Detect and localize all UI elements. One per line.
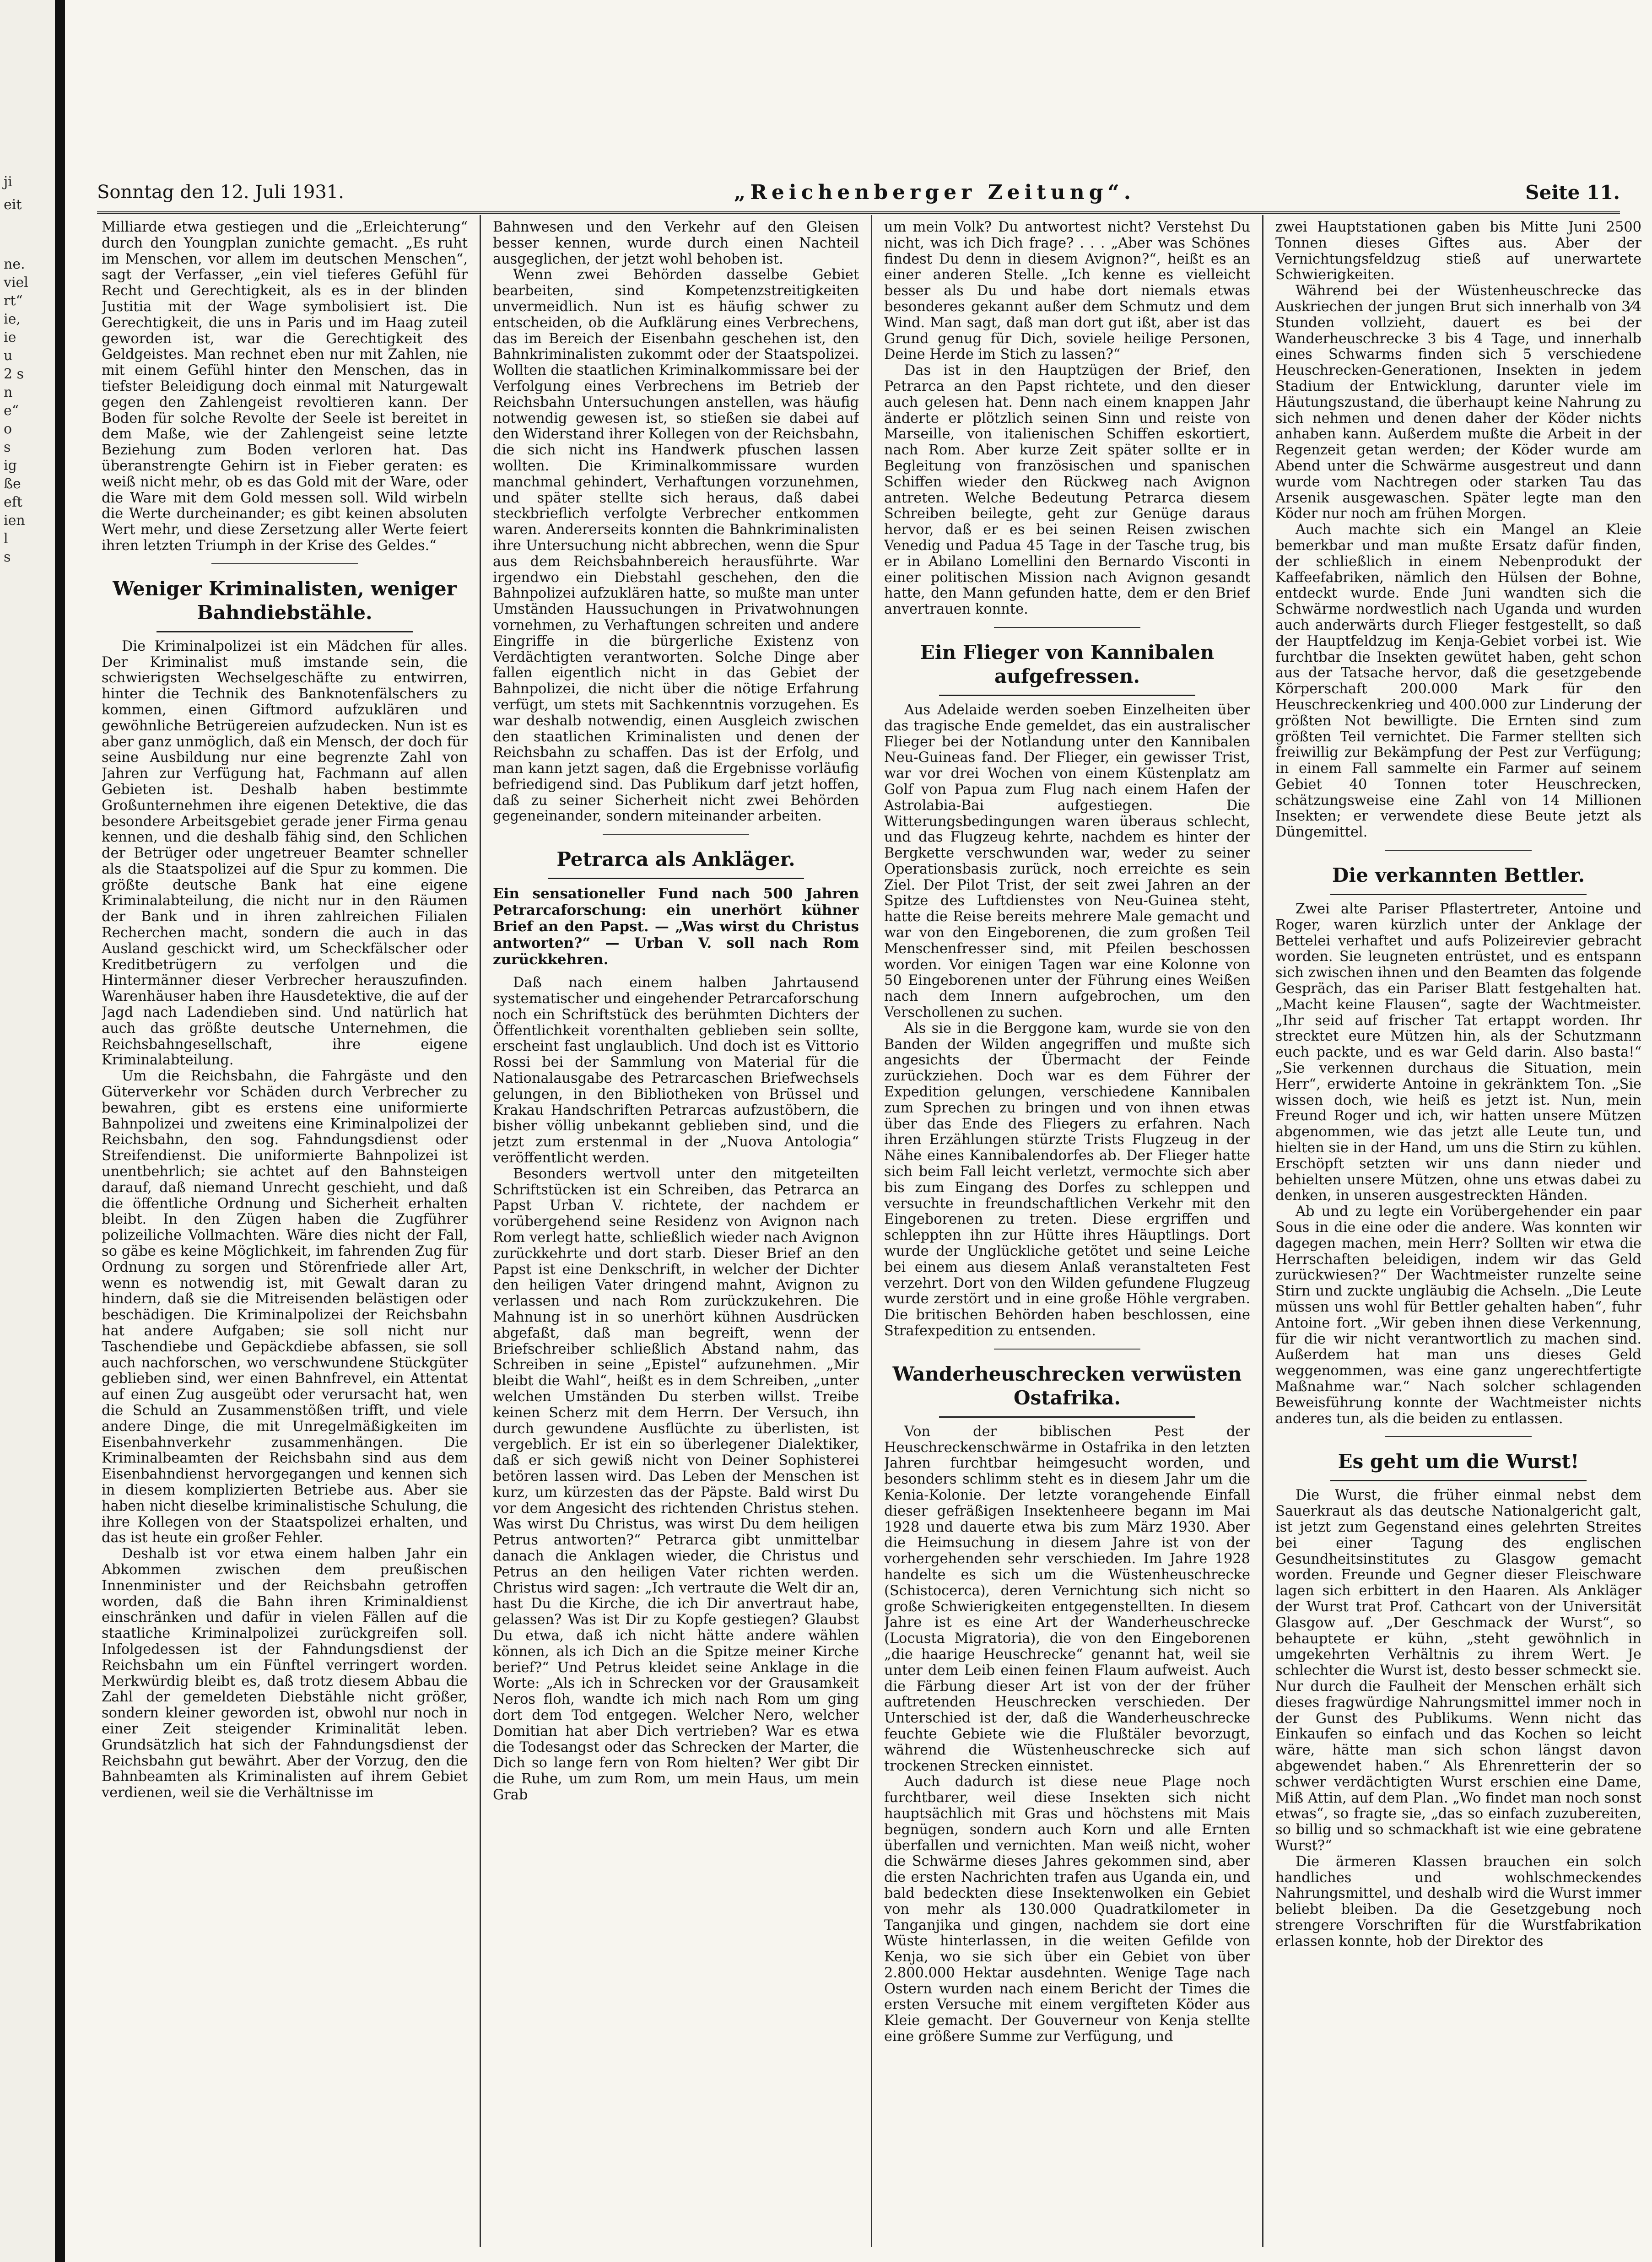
newspaper-title: „Reichenberger Zeitung“. xyxy=(734,180,1136,204)
article-paragraph: Das ist in den Hauptzügen der Brief, den Petrarca an den Papst richtete, und den dieser auch gelesen hat. Denn nach einem knappen Jahr änderte er plötzlich seinen Sinn und reiste von Marseille, von italienischen Schiffen eskortiert, nach Rom. Aber kurze Zeit später sollte er in Begleitung von französischen und spanischen Schiffen wieder den Rückweg nach Avignon antreten. Welche Bedeutung Petrarca diesem Schreiben beilegte, geht zur Genüge daraus hervor, daß er es bei seinen Reisen zwischen Venedig und Padua 45 Tage in der Tasche trug, bis er in Abilano Lomellini den Bernardo Visconti in einer politischen Mission nach Avignon gesandt hatte, den Mann gefunden hatte, dem er den Brief anvertrauen konnte. xyxy=(884,362,1250,618)
article-paragraph: Während bei der Wüstenheuschrecke das Auskriechen der jungen Brut sich innerhalb von 3⁄4 Stunden vollzieht, dauert es bei der Wanderheuschrecke 3 bis 4 Tage, und innerhalb eines Schwarms finden sich 5 verschiedene Heuschrecken-Generationen, Insekten in jedem Stadium der Entwicklung, darunter viele im Häutungszustand, die überhaupt keine Nahrung zu sich nehmen und denen daher der Köder nichts anhaben kann. Außerdem mußte die Arbeit in der Regenzeit getan werden; der Köder wurde am Abend unter die Schwärme ausgestreut und dann wurde vom Nachtregen oder starken Tau das Arsenik ausgewaschen. Später legte man den Köder nur noch am frühen Morgen. xyxy=(1275,283,1641,522)
column-3 xyxy=(884,220,1250,2242)
strip-fragment: ig xyxy=(4,458,17,474)
article-paragraph: Bahnwesen und den Verkehr auf den Gleisen besser kennen, wurde durch einen Nachteil ausgeglichen, der jetzt wohl behoben ist. xyxy=(493,220,859,267)
page-number: Seite 11. xyxy=(1525,181,1620,204)
headline-bettler: Die verkannten Bettler. xyxy=(1332,864,1585,887)
strip-fragment: eit xyxy=(4,197,22,213)
strip-fragment: n xyxy=(4,384,13,400)
strip-fragment: viel xyxy=(4,275,28,291)
strip-fragment: ien xyxy=(4,513,25,529)
strip-fragment: ne. xyxy=(4,256,25,272)
strip-fragment: eft xyxy=(4,494,22,510)
headline-kriminalisten: Weniger Kriminalisten, weniger Bahndiebstähle. xyxy=(113,577,457,624)
headline-flieger: Ein Flieger von Kannibalen aufgefressen. xyxy=(920,641,1215,687)
column-divider xyxy=(1262,215,1263,2247)
column-1 xyxy=(102,220,468,2242)
strip-fragment: l xyxy=(4,531,8,547)
article-paragraph: Besonders wertvoll unter den mitgeteilten Schriftstücken ist ein Schreiben, das Petrarca an Papst Urban V. richtete, der nachdem er vorübergehend seine Residenz von Avignon nach Rom verlegt hatte, schließlich wieder nach Avignon zurückkehrte und dort starb. Dieser Brief an den Papst ist eine Denkschrift, in welcher der Dichter den heiligen Vater dringend mahnt, Avignon zu verlassen und nach Rom zurückzukehren. Die Mahnung ist in so unerhört kühnen Ausdrücken abgefaßt, daß man begreift, wenn der Briefschreiber schließlich Abstand nahm, das Schreiben in seine „Epistel“ aufzunehmen. „Mir bleibt die Wahl“, heißt es in dem Schreiben, „unter welchen Umständen Du sterben willst. Treibe keinen Scherz mit dem Herrn. Der Versuch, ihn durch gewundene Ausflüchte zu überlisten, ist vergeblich. Er ist ein so überlegener Dialektiker, daß er sich gewiß nicht von Deiner Sophisterei betören lassen wird. Das Leben der Menschen ist kurz, um kürzesten das der Päpste. Bald wirst Du vor dem Angesicht des richtenden Christus stehen. Was wirst Du Christus, was wirst Du dem heiligen Petrus antworten?“ Petrarca gibt unmittelbar danach die Anklagen wieder, die Christus und Petrus an den heiligen Vater richten werden. Christus wird sagen: „Ich vertraute die Welt dir an, hast Du die Kirche, die ich Dir anvertraut habe, gelassen? Was ist Dir zu Kopfe gestiegen? Glaubst Du etwa, daß ich nicht hätte andere wählen können, als ich Dich an die Spitze meiner Kirche berief?“ Und Petrus kleidet seine Anklage in die Worte: „Als ich in Schrecken vor der Grausamkeit Neros floh, wandte ich mich nach Rom um ging dort dem Tod entgegen. Welcher Nero, welcher Domitian hat aber Dich vertrieben? War es etwa die Todesangst oder das Schrecken der Marter, die Dich so lange fern von Rom hielten? Wer gibt Dir die Ruhe, um zum Rom, um mein Haus, um mein Grab xyxy=(493,1166,859,1803)
column-divider xyxy=(480,215,481,2247)
adjacent-page-strip xyxy=(0,0,55,2262)
article-paragraph: Ab und zu legte ein Vorübergehender ein paar Sous in die eine oder die andere. Was konnten wir dagegen machen, mein Herr? Sollten wir etwa die Herrschaften beleidigen, indem wir das Geld zurückwiesen?“ Der Wachtmeister runzelte seine Stirn und zuckte ungläubig die Achseln. „Die Leute müssen uns wohl für Bettler gehalten haben“, fuhr Antoine fort. „Wir geben ihnen diese Verkennung, für die wir nicht verantwortlich zu machen sind. Außerdem hat man uns dieses Geld weggenommen, was eine ganz ungerechtfertigte Maßnahme war.“ Nach solcher schlagenden Beweisführung konnte der Wachtmeister nichts anderes tun, als die beiden zu entlassen. xyxy=(1275,1204,1641,1427)
strip-fragment: ße xyxy=(4,476,21,492)
header-date: Sonntag den 12. Juli 1931. xyxy=(97,182,344,203)
strip-fragment: u xyxy=(4,348,13,364)
strip-fragment: ie xyxy=(4,329,16,346)
headline-rule xyxy=(1330,894,1587,895)
article-paragraph: Zwei alte Pariser Pflastertreter, Antoine und Roger, waren kürzlich unter der Anklage der Bettelei verhaftet und aufs Polizeirevier gebracht worden. Sie leugneten entrüstet, und es entspann sich zwischen ihnen und den Beamten das folgende Gespräch, das ein Pariser Blatt festgehalten hat. „Macht keine Flausen“, sagte der Wachtmeister. „Ihr seid auf frischer Tat ertappt worden. Ihr strecktet eure Mützen hin, als der Schutzmann euch packte, und es war Geld darin. Also basta!“ „Sie verkennen durchaus die Situation, mein Herr“, erwiderte Antoine in gekränktem Ton. „Sie wissen doch, wie heiß es jetzt ist. Nun, mein Freund Roger und ich, wir hatten unsere Mützen abgenommen, wie das jetzt alle Leute tun, und hielten sie in der Hand, um uns die Stirn zu kühlen. Erschöpft setzten wir uns dann nieder und behielten unsere Mützen, ohne uns etwas dabei zu denken, in unseren ausgestreckten Händen. xyxy=(1275,901,1641,1204)
headline-petrarca: Petrarca als Ankläger. xyxy=(556,848,795,871)
subheadline-petrarca: Ein sensationeller Fund nach 500 Jahren Petrarcaforschung: ein unerhört kühner Brief an den Papst. — „Was wirst du Christus antworten?“ — Urban V. soll nach Rom zurückkehren. xyxy=(493,885,859,968)
article-paragraph: zwei Hauptstationen gaben bis Mitte Juni 2500 Tonnen dieses Giftes aus. Aber der Vernichtungsfeldzug stieß auf unerwartete Schwierigkeiten. xyxy=(1275,220,1641,283)
article-paragraph: Auch dadurch ist diese neue Plage noch furchtbarer, weil diese Insekten sich nicht hauptsächlich mit Gras und höchstens mit Mais begnügen, sondern auch Korn und alle Ernten überfallen und vernichten. Man weiß nicht, woher die Schwärme dieses Jahres gekommen sind, aber die ersten Nachrichten trafen aus Uganda ein, und bald bedeckten diese Insektenwolken ein Gebiet von mehr als 130.000 Quadratkilometer in Tanganjika und gingen, nachdem sie dort eine Wüste hinterlassen, in die weiten Gefilde von Kenja, wo sie sich über ein Gebiet von über 2.800.000 Hektar ausdehnten. Wenige Tage nach Ostern wurden nach einem Bericht der Times die ersten Versuche mit einem vergifteten Köder aus Kleie gemacht. Der Gouverneur von Kenja stellte eine größere Summe zur Verfügung, und xyxy=(884,1774,1250,2045)
article-separator xyxy=(994,1349,1140,1350)
headline-rule xyxy=(939,695,1195,696)
column-divider xyxy=(871,215,872,2247)
strip-fragment: ie, xyxy=(4,311,21,327)
strip-fragment: 2 s xyxy=(4,366,24,382)
newspaper-page xyxy=(65,0,1652,2262)
strip-fragment: ji xyxy=(4,174,12,190)
article-paragraph: Auch machte sich ein Mangel an Kleie bemerkbar und man mußte Ersatz dafür finden, der schließlich in einem Nebenprodukt der Kaffeefabriken, nämlich den Hülsen der Bohne, entdeckt wurde. Ende Juni wandten sich die Schwärme nordwestlich nach Uganda und wurden auch anderwärts durch Flieger festgestellt, so daß der Hauptfeldzug im Kenja-Gebiet vorbei ist. Wie furchtbar die Insekten gewütet haben, geht schon aus der Tatsache hervor, daß die gesetzgebende Körperschaft 200.000 Mark für den Heuschreckenkrieg und 400.000 zur Linderung der größten Not bewilligte. Die Ernten sind zum größten Teil vernichtet. Die Farmer stellten sich freiwillig zur Bekämpfung der Pest zur Verfügung; in einem Fall sammelte ein Farmer auf seinem Gebiet 40 Tonnen toter Heuschrecken, schätzungsweise eine Zahl von 14 Millionen Insekten; er verwendete diese Beute jetzt als Düngemittel. xyxy=(1275,522,1641,841)
article-paragraph: Aus Adelaide werden soeben Einzelheiten über das tragische Ende gemeldet, das ein australischer Flieger bei der Notlandung unter den Kannibalen Neu-Guineas fand. Der Flieger, ein gewisser Trist, war vor drei Wochen von einem Küstenplatz am Golf von Papua zum Flug nach einem Hafen der Astrolabia-Bai aufgestiegen. Die Witterungsbedingungen waren überaus schlecht, und das Flugzeug kehrte, nachdem es hinter der Bergkette verschwunden war, weder zu seiner Operationsbasis zurück, noch erreichte es sein Ziel. Der Pilot Trist, der seit zwei Jahren an der Spitze des Luftdienstes von Neu-Guinea steht, hatte die Reise bereits mehrere Male gemacht und war von den Eingeborenen, die zum großen Teil Menschenfresser sind, mit Pfeilen beschossen worden. Vor einigen Tagen war eine Kolonne von 50 Eingeborenen unter der Führung eines Weißen nach dem Innern aufgebrochen, um den Verschollenen zu suchen. xyxy=(884,702,1250,1021)
article-paragraph: Die Wurst, die früher einmal nebst dem Sauerkraut als das deutsche Nationalgericht galt, ist jetzt zum Gegenstand eines gelehrten Streites bei einer Tagung des englischen Gesundheitsinstitutes zu Glasgow gemacht worden. Freunde und Gegner dieser Fleischware lagen sich erbittert in den Haaren. Als Ankläger der Wurst trat Prof. Cathcart von der Universität Glasgow auf. „Der Geschmack der Wurst“, so behauptete er kühn, „steht gewöhnlich in umgekehrten Verhältnis zu ihrem Wert. Je schlechter die Wurst ist, desto besser schmeckt sie. Nur durch die Faulheit der Menschen erhält sich dieses fragwürdige Nahrungsmittel immer noch in der Gunst des Publikums. Wenn nicht das Einkaufen so einfach und das Kochen so leicht wäre, hätte man sich schon längst davon abgewendet haben.“ Als Ehrenretterin der so schwer verdächtigten Wurst erschien eine Dame, Miß Attin, auf dem Plan. „Wo findet man noch sonst etwas“, so fragte sie, „das so einfach zuzubereiten, so billig und so schmackhaft ist wie eine gebratene Wurst?“ xyxy=(1275,1487,1641,1854)
article-separator xyxy=(211,563,358,564)
headline-rule xyxy=(939,1416,1195,1418)
article-paragraph: Die Kriminalpolizei ist ein Mädchen für alles. Der Kriminalist muß imstande sein, die schwierigsten Wechselgeschäfte zu entwirren, hinter die Technik des Banknotenfälschers zu kommen, einen Giftmord aufzuklären und gewöhnliche Betrügereien aufzudecken. Nun ist es aber ganz unmöglich, daß ein Mensch, der doch für seine Ausbildung nur eine begrenzte Zahl von Jahren zur Verfügung hat, Fachmann auf allen Gebieten ist. Deshalb haben bestimmte Großunternehmen ihre eigenen Detektive, die das besondere Arbeitsgebiet gerade jener Firma genau kennen, und die deshalb fähig sind, den Schlichen der Betrüger oder ungetreuer Beamter schneller als die Staatspolizei auf die Spur zu kommen. Die größte deutsche Bank hat eine eigene Kriminalabteilung, die nicht nur in den Räumen der Bank und in ihren zahlreichen Filialen Recherchen macht, sondern die auch in das Ausland geschickt wird, um Scheckfälscher oder Kreditbetrügern zu verfolgen und die Hintermänner dieser Verbrecher herauszufinden. Warenhäuser haben ihre Hausdetektive, die auf der Jagd nach Ladendieben sind. Und natürlich hat auch das größte deutsche Unternehmen, die Reichsbahngesellschaft, ihre eigene Kriminalabteilung. xyxy=(102,638,468,1069)
headline-heuschrecken: Wanderheuschrecken verwüsten Ostafrika. xyxy=(892,1362,1242,1409)
article-paragraph: Wenn zwei Behörden dasselbe Gebiet bearbeiten, sind Kompetenzstreitigkeiten unvermeidlich. Nun ist es häufig schwer zu entscheiden, ob die Aufklärung eines Verbrechens, das im Bereich der Eisenbahn geschehen ist, den Bahnkriminalisten zukommt oder der Staatspolizei. Wollten die staatlichen Kriminalkommissare bei der Verfolgung eines Verbrechens im Betrieb der Reichsbahn Untersuchungen anstellen, was häufig notwendig gewesen ist, so stießen sie dabei auf den Widerstand ihrer Kollegen von der Reichsbahn, die sich nicht ins Handwerk pfuschen lassen wollten. Die Kriminalkommissare wurden manchmal gehindert, Verhaftungen vorzunehmen, und später stellte sich heraus, daß dabei steckbrieflich verfolgte Verbrecher entkommen waren. Andererseits konnten die Bahnkriminalisten ihre Untersuchung nicht abbrechen, wenn die Spur aus dem Reichsbahnbereich herausführte. War irgendwo ein Diebstahl geschehen, den die Bahnpolizei aufzuklären hatte, so mußte man unter Umständen Haussuchungen in Privatwohnungen vornehmen, zu Verhaftungen schreiten und andere Eingriffe in die bürgerliche Existenz von Verdächtigten verantworten. Solche Dinge aber fallen eigentlich nicht in das Gebiet der Bahnpolizei, die nicht über die nötige Erfahrung verfügt, um stets mit Sachkenntnis vorzugehen. Es war deshalb notwendig, einen Ausgleich zwischen den staatlichen Kriminalisten und denen der Reichsbahn zu schaffen. Das ist der Erfolg, und man kann jetzt sagen, daß die Ergebnisse vorläufig befriedigend sind. Das Publikum darf jetzt hoffen, daß zu seiner Sicherheit nicht zwei Behörden gegeneinander, sondern miteinander arbeiten. xyxy=(493,267,859,825)
page-header xyxy=(97,176,1620,208)
strip-fragment: rt“ xyxy=(4,293,23,309)
binding-gutter xyxy=(55,0,65,2262)
headline-rule xyxy=(1330,1480,1587,1481)
article-paragraph: Um die Reichsbahn, die Fahrgäste und den Güterverkehr vor Schäden durch Verbrecher zu bewahren, gibt es erstens eine uniformierte Bahnpolizei und zweitens eine Kriminalpolizei der Reichsbahn, den sog. Fahndungsdienst oder Streifendienst. Die uniformierte Bahnpolizei ist unentbehrlich; sie achtet auf den Bahnsteigen darauf, daß niemand Unrecht geschieht, und daß die öffentliche Ordnung und Sicherheit erhalten bleibt. In den Zügen haben die Zugführer polizeiliche Vollmachten. Wäre dies nicht der Fall, so gäbe es keine Möglichkeit, im fahrenden Zug für Ordnung zu sorgen und Störenfriede aller Art, wenn es notwendig ist, mit Gewalt daran zu hindern, daß sie die Mitreisenden belästigen oder beschädigen. Die Kriminalpolizei der Reichsbahn hat andere Aufgaben; sie soll nicht nur Taschendiebe und Gepäckdiebe abfassen, sie soll auch nachforschen, wo verschwundene Stückgüter geblieben sind, wer einen Bahnfrevel, ein Attentat auf einen Zug ausgeübt oder verursacht hat, wen die Schuld an Zusammenstößen trifft, und viele andere Dinge, die mit Unregelmäßigkeiten im Eisenbahnverkehr zusammenhängen. Die Kriminalbeamten der Reichsbahn sind aus dem Eisenbahndienst hervorgegangen und kennen sich in diesem komplizierten Betriebe aus. Aber sie haben nicht dieselbe kriminalistische Schulung, die ihre Kollegen von der Staatspolizei erhalten, und das ist heute ein großer Fehler. xyxy=(102,1068,468,1546)
article-separator xyxy=(603,834,749,835)
article-paragraph: Milliarde etwa gestiegen und die „Erleichterung“ durch den Youngplan zunichte gemacht. „Es ruht im Menschen, vor allem im deutschen Menschen“, sagt der Verfasser, „ein viel tieferes Gefühl für Recht und Gerechtigkeit, als es in der blinden Justitia mit der Wage symbolisiert ist. Die Gerechtigkeit, die uns in Paris und im Haag zuteil geworden ist, war die Gerechtigkeit des Geldgeistes. Man rechnet eben nur mit Zahlen, nie mit einem Gefühl hinter den Menschen, das in tiefster Beleidigung doch einmal mit Naturgewalt gegen den Zahlengeist revoltieren kann. Der Boden für solche Revolte der Seele ist bereitet in dem Maße, wie der Zahlengeist seine letzte Beziehung zum Boden verloren hat. Das überanstrengte Gehirn ist in Fieber geraten: es weiß nicht mehr, ob es das Gold mit der Ware, oder die Ware mit dem Gold messen soll. Wild wirbeln die Werte durcheinander; es gibt keinen absoluten Wert mehr, und diese Zersetzung aller Werte feiert ihren letzten Triumph in der Krise des Geldes.“ xyxy=(102,220,468,554)
header-rule xyxy=(97,211,1620,214)
article-separator xyxy=(1385,1436,1532,1437)
article-separator xyxy=(1385,850,1532,851)
article-paragraph: Daß nach einem halben Jahrtausend systematischer und eingehender Petrarcaforschung noch ein Schriftstück des berühmten Dichters der Öffentlichkeit vorenthalten geblieben sein sollte, erscheint fast unglaublich. Und doch ist es Vittorio Rossi bei der Sammlung von Material für die Nationalausgabe des Petrarcaschen Briefwechsels gelungen, in den Bibliotheken von Brüssel und Krakau Handschriften Petrarcas aufzustöbern, die bisher völlig unbekannt geblieben sind, und die jetzt zum erstenmal in der „Nuova Antologia“ veröffentlicht werden. xyxy=(493,975,859,1166)
headline-rule xyxy=(157,631,413,632)
article-paragraph: um mein Volk? Du antwortest nicht? Verstehst Du nicht, was ich Dich frage? . . . „Aber was Schönes findest Du denn in diesem Avignon?“, heißt es an einer anderen Stelle. „Ich kenne es vielleicht besser als Du und habe dort niemals etwas besonderes gekannt außer dem Schmutz und dem Wind. Man sagt, daß man dort gut ißt, aber ist das Grund genug für Dich, soviele heilige Personen, Deine Herde im Stich zu lassen?“ xyxy=(884,220,1250,363)
article-paragraph: Deshalb ist vor etwa einem halben Jahr ein Abkommen zwischen dem preußischen Innenminister und der Reichsbahn getroffen worden, daß die Bahn ihren Kriminaldienst einschränken und dafür in vielen Fällen auf die staatliche Kriminalpolizei zurückgreifen soll. Infolgedessen ist der Fahndungsdienst der Reichsbahn um ein Fünftel verringert worden. Merkwürdig bleibt es, daß trotz diesem Abbau die Zahl der gemeldeten Diebstähle nicht größer, sondern kleiner geworden ist, obwohl nur noch in einer Zeit steigender Kriminalität leben. Grundsätzlich hat sich der Fahndungsdienst der Reichsbahn gut bewährt. Aber der Vorzug, den die Bahnbeamten als Kriminalisten auf ihrem Gebiet verdienen, weil sie die Verhältnisse im xyxy=(102,1546,468,1801)
headline-wurst: Es geht um die Wurst! xyxy=(1338,1450,1579,1473)
headline-rule xyxy=(548,878,804,879)
strip-fragment: e“ xyxy=(4,403,19,419)
article-separator xyxy=(994,627,1140,628)
article-paragraph: Die ärmeren Klassen brauchen ein solch handliches und wohlschmeckendes Nahrungsmittel, und deshalb wird die Wurst immer beliebt bleiben. Da die Gesetzgebung noch strengere Vorschriften für die Wurstfabrikation erlassen konnte, hob der Direktor des xyxy=(1275,1853,1641,1949)
strip-fragment: s xyxy=(4,549,11,565)
strip-fragment: s xyxy=(4,439,11,455)
strip-fragment: o xyxy=(4,421,12,437)
column-2 xyxy=(493,220,859,2242)
article-paragraph: Von der biblischen Pest der Heuschreckenschwärme in Ostafrika in den letzten Jahren furchtbar heimgesucht worden, und besonders schlimm steht es in diesem Jahr um die Kenia-Kolonie. Der letzte vorangehende Einfall dieser gefräßigen Insektenheere begann im Mai 1928 und dauerte etwa bis zum März 1930. Aber die Heimsuchung in diesem Jahre ist von der vorhergehenden sehr verschieden. Im Jahre 1928 handelte es sich um die Wüstenheuschrecke (Schistocerca), deren Vernichtung sich nicht so große Schwierigkeiten entgegenstellten. In diesem Jahre ist es eine Art der Wanderheuschrecke (Locusta Migratoria), die von den Eingeborenen „die haarige Heuschrecke“ genannt hat, weil sie unter dem Leib einen feinen Flaum aufweist. Auch die Färbung dieser Art ist von der der früher auftretenden Heuschrecken verschieden. Der Unterschied ist der, daß die Wanderheuschrecke feuchte Gebiete wie die Flußtäler bevorzugt, während die Wüstenheuschrecke sich auf trockenen Strecken einnistet. xyxy=(884,1423,1250,1774)
column-4 xyxy=(1275,220,1641,2242)
article-paragraph: Als sie in die Berggone kam, wurde sie von den Banden der Wilden angegriffen und mußte sich angesichts der Übermacht der Feinde zurückziehen. Doch war es dem Führer der Expedition gelungen, verschiedene Kannibalen zum Sprechen zu bringen und von ihnen etwas über das Ende des Fliegers zu erfahren. Nach ihren Erzählungen stürzte Trists Flugzeug in der Nähe eines Kannibalendorfes ab. Der Flieger hatte sich beim Fall leicht verletzt, vermochte sich aber bis zum Eingang des Dorfes zu schleppen und versuchte in freundschaftlichen Verkehr mit den Eingeborenen zu treten. Diese ergriffen und schleppten ihn zur Hütte ihres Häuptlings. Dort wurde der Unglückliche getötet und seine Leiche bei einem aus diesem Anlaß veranstalteten Fest verzehrt. Dort von den Wilden gefundene Flugzeug wurde zerstört und in eine große Höhle vergraben. Die britischen Behörden haben beschlossen, eine Strafexpedition zu entsenden. xyxy=(884,1020,1250,1339)
